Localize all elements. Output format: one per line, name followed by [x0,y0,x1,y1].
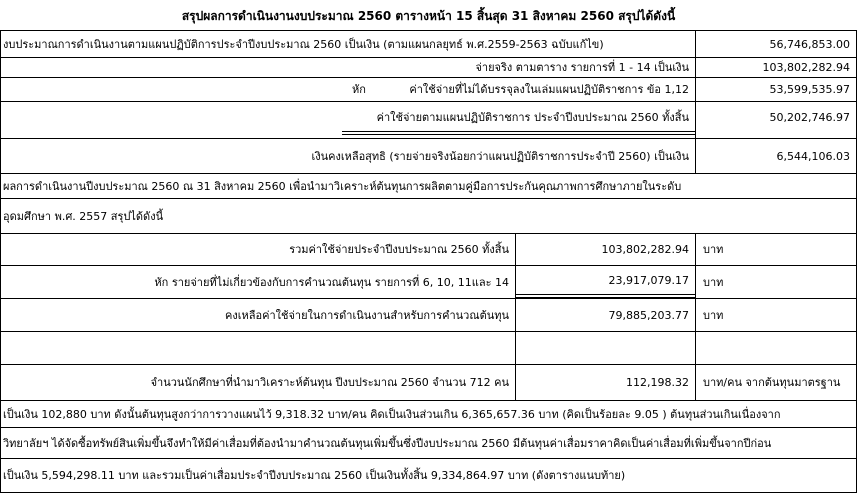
total-expense-label[interactable]: รวมค่าใช้จ่ายประจำปีงบประมาณ 2560 ทั้งสิ้น [289,243,509,256]
footer-line-3[interactable]: เป็นเงิน 5,594,298.11 บาท และรวมเป็นค่าเสื่อมประจำปีงบประมาณ 2560 เป็นเงินทั้งสิ้น 9,334,864.97 บาท (ดังตารางแนบท้าย) [3,469,626,482]
total-expense-value[interactable]: 103,802,282.94 [601,243,689,256]
total-expense-unit[interactable]: บาท [703,243,724,256]
footer-line-2[interactable]: วิทยาลัยฯ ได้จัดซื้อทรัพย์สินเพิ่มขึ้นจึงทำให้มีค่าเสื่อมที่ต้องนำมาคำนวณต้นทุนเพิ่มขึ้นซึ่งปีงบประมาณ 2560 มีต้นทุนค่าเสื่อมราคาคิดเป็นค่าเสื่อมที่เพิ่มขึ้นจากปีก่อน [3,436,772,450]
footer-line-1[interactable]: เป็นเงิน 102,880 บาท ดังนั้นต้นทุนสูงกว่าการวางแผนไว้ 9,318.32 บาท/คน คิดเป็นเงินส่วนเกิน 6,365,657.36 บาท (คิดเป็นร้อยละ 9.05 ) ต้นทุนส่วนเกินเนื่องจาก [3,407,781,421]
students-label[interactable]: จำนวนนักศึกษาที่นำมาวิเคราะห์ต้นทุน ปีงบประมาณ 2560 จำนวน 712 คน [150,376,509,389]
cost-per-student-unit[interactable]: บาท/คน จากต้นทุนมาตรฐาน [703,376,841,389]
cost-basis-value[interactable]: 79,885,203.77 [608,308,689,322]
deduct-prefix[interactable]: หัก [352,83,366,96]
plan-expense-label[interactable]: ค่าใช้จ่ายตามแผนปฏิบัติราชการ ประจำปีงบประมาณ 2560 ทั้งสิ้น [376,111,689,124]
remaining-label[interactable]: เงินคงเหลือสุทธิ (รายจ่ายจริงน้อยกว่าแผนปฏิบัติราชการประจำปี 2560) เป็นเงิน [311,149,689,163]
double-underline [515,294,695,298]
double-underline [342,131,695,135]
budget-label[interactable]: งบประมาณการดำเนินงานตามแผนปฏิบัติการประจำปีงบประมาณ 2560 เป็นเงิน (ตามแผนกลยุทธ์ พ.ศ.2559-2563 ฉบับแก้ไข) [3,37,604,51]
deduct-label[interactable]: ค่าใช้จ่ายที่ไม่ได้บรรจุลงในเล่มแผนปฏิบัติราชการ ข้อ 1,12 [409,83,689,96]
cost-basis-label[interactable]: คงเหลือค่าใช้จ่ายในการดำเนินงานสำหรับการคำนวณต้นทุน [225,308,509,322]
unrelated-expense-label[interactable]: หัก รายจ่ายที่ไม่เกี่ยวข้องกับการคำนวณต้นทุน รายการที่ 6, 10, 11และ 14 [154,275,509,289]
cost-basis-unit[interactable]: บาท [703,308,724,322]
grid-line [0,101,857,102]
unrelated-expense-value[interactable]: 23,917,079.17 [608,273,689,287]
plan-expense-value[interactable]: 50,202,746.97 [769,111,850,124]
budget-value[interactable]: 56,746,853.00 [769,37,850,51]
intro-line-1[interactable]: ผลการดำเนินงานปีงบประมาณ 2560 ณ 31 สิงหาคม 2560 เพื่อนำมาวิเคราะห์ต้นทุนการผลิตตามคู่มือการประกันคุณภาพการศึกษาภายในระดับ [3,179,682,193]
grid-line [695,233,696,401]
unrelated-expense-unit[interactable]: บาท [703,275,724,289]
remaining-value[interactable]: 6,544,106.03 [776,149,850,163]
cost-per-student-value[interactable]: 112,198.32 [626,376,689,389]
actual-value[interactable]: 103,802,282.94 [762,61,850,74]
actual-label[interactable]: จ่ายจริง ตามตาราง รายการที่ 1 - 14 เป็นเงิน [475,61,689,74]
empty-row[interactable] [0,332,857,364]
intro-line-2[interactable]: อุดมศึกษา พ.ศ. 2557 สรุปได้ดังนี้ [3,209,164,223]
deduct-value[interactable]: 53,599,535.97 [769,83,850,96]
sheet-title[interactable]: สรุปผลการดำเนินงานงบประมาณ 2560 ตารางหน้า 15 สิ้นสุด 31 สิงหาคม 2560 สรุปได้ดังนี้ [181,9,676,23]
